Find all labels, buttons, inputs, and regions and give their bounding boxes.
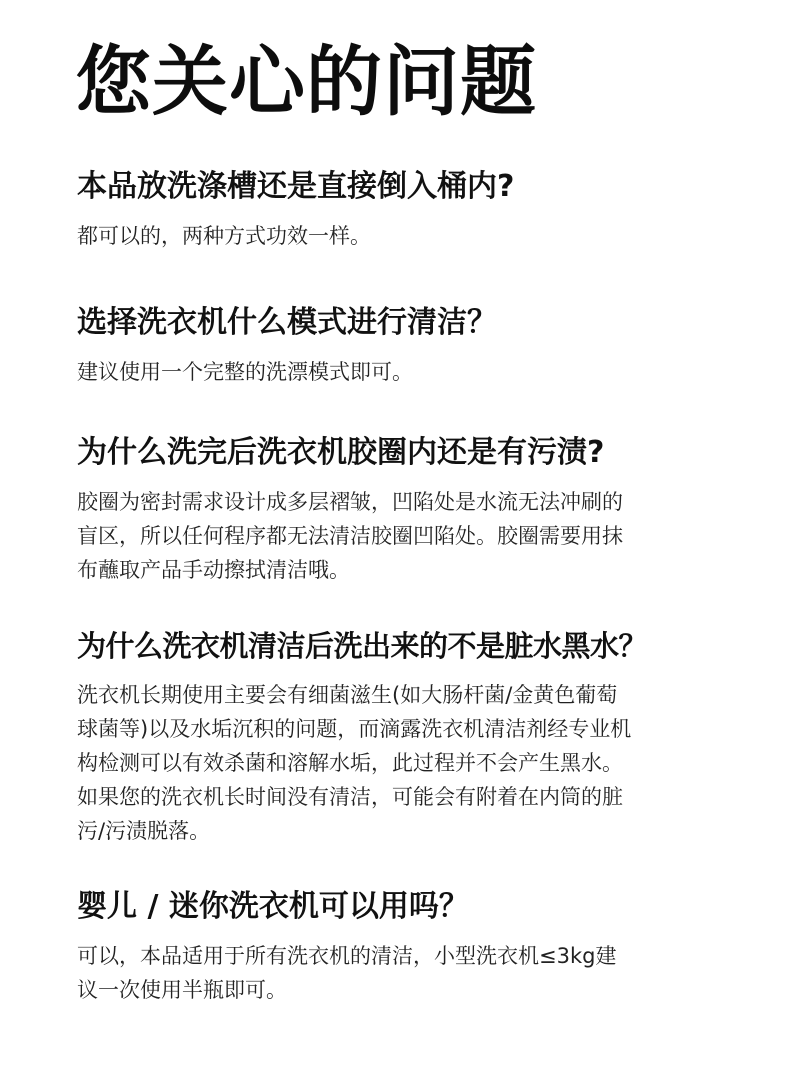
page-title: 您关心的问题 [75, 37, 537, 126]
faq-answer: 可以，本品适用于所有洗衣机的清洁，小型洗衣机≤3kg建 议一次使用半瓶即可。 [77, 944, 617, 1002]
faq-item [77, 887, 747, 1007]
faq-answer: 都可以的，两种方式功效一样。 [77, 224, 371, 248]
faq-answer: 胶圈为密封需求设计成多层褶皱，凹陷处是水流无法冲刷的 盲区，所以任何程序都无法清洁胶圈凹陷处。胶圈需要用抹 布蘸取产品手动擦拭清洁哦。 [77, 490, 623, 582]
faq-item [77, 303, 747, 389]
faq-question: 本品放洗涤槽还是直接倒入桶内? [77, 169, 515, 204]
faq-answer: 洗衣机长期使用主要会有细菌滋生(如大肠杆菌/金黄色葡萄 球菌等)以及水垢沉积的问题，而滴露洗衣机清洁剂经专业机 构检测可以有效杀菌和溶解水垢，此过程并不会产生黑水。 如果您的洗衣机长时间没有清洁，可能会有附着在内筒的脏 污/污渍脱落。 [77, 683, 632, 843]
faq-question: 为什么洗衣机清洁后洗出来的不是脏水黑水？ [77, 629, 648, 663]
faq-question: 婴儿 / 迷你洗衣机可以用吗？ [77, 889, 469, 924]
faq-answer: 建议使用一个完整的洗漂模式即可。 [77, 360, 413, 384]
faq-item [77, 433, 747, 587]
faq-question: 选择洗衣机什么模式进行清洁？ [77, 305, 497, 340]
faq-question: 为什么洗完后洗衣机胶圈内还是有污渍? [77, 435, 605, 470]
faq-item [77, 626, 747, 848]
faq-item [77, 167, 747, 253]
